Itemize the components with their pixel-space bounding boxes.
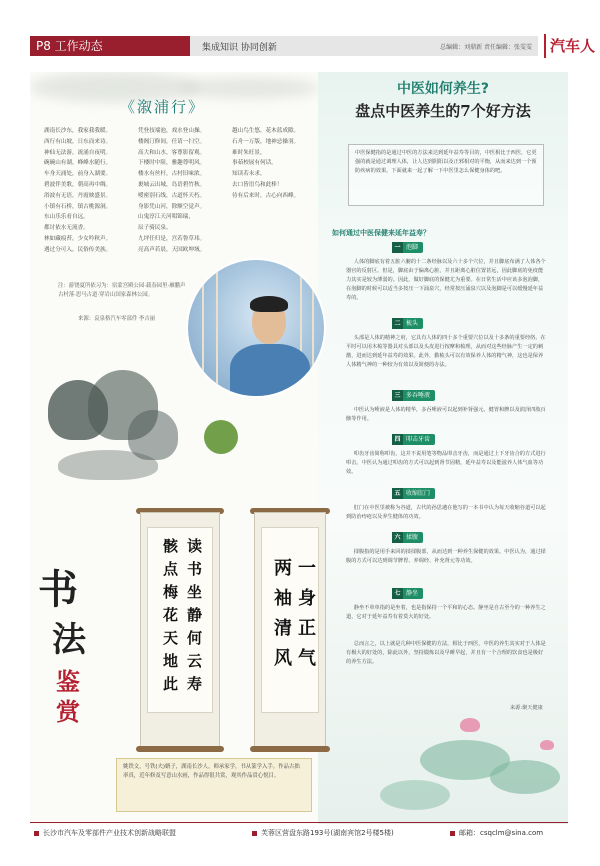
section-text-2: 头部是人体的精神之府，它具有人体的四十多个重要穴位以及十多条的重要经络。在平时可以用木梳等器具对头部以及头皮进行按摩和梳理，从而对这些经脉产生一定的刺激，进而达到延年益寿的效果。此外，勤梳头可以有效保养人体的精气神，这也是保养人体精气神的一种较为有效以及简便的办法。 xyxy=(346,335,546,368)
footer-divider xyxy=(30,822,568,823)
section-text-5: 肛门在中医里被称为谷道，古代的孙思邈在他写的一本书中认为每天收缩谷道可以起到防治痔疮以及养生健体的功效。 xyxy=(346,505,546,520)
scroll-paper xyxy=(261,527,319,713)
scroll-rod xyxy=(250,746,330,752)
article-question: 如何通过中医保健来延年益寿？ xyxy=(332,228,430,237)
bullet-square-icon xyxy=(34,831,39,836)
header-editors: 总编辑：刘鼎新 责任编辑：张雯雯 xyxy=(440,44,532,51)
lotus-leaf xyxy=(490,760,560,794)
section-text-3: 中医认为唾液是人体的精华，多吞唾液可以起到补肾强元、健胃和脾以及润泽四肢百骸等作用。 xyxy=(346,407,546,422)
brand-logo: 汽车人 xyxy=(544,34,600,58)
bullet-square-icon xyxy=(252,831,257,836)
bullet-square-icon xyxy=(450,831,455,836)
section-tag-4: 四 叩击牙齿 xyxy=(392,434,435,445)
page-header xyxy=(0,0,600,60)
calligraphy-subtitle-char-2: 赏 xyxy=(56,697,80,726)
article-source: 来源:聚天健康 xyxy=(510,705,543,711)
section-tag-3: 三 多吞唾液 xyxy=(392,390,435,401)
person-body xyxy=(230,344,310,398)
poem-column-1: 湖南长沙东，我家我我暖。 西行有山坡，日东而来诗。 神仙无法游，流涌自夜明。 碗碗山有湖，峰峰水随行。 车身天涌处，前身入湖要。 碧波伴美歌，朝高再中绸。 浴波有无语，丹霞映盛景。 小镇有石桥，镇古桃源洞。 东山乐乐看自远， 都讨依水无流香。 林如藏痕苔，少女吟秋声。 遇过分可入，民俗传美族。 xyxy=(44,128,112,253)
poem-column-2: 凭登技端池，戏水登山操。 楼阁汀修间，任请一扫空。 高大和山水，客尊影留观。 下楼时中阻，雅趣尊明风。 楼水有丝杆，古村旧味浓。 裹城云出城，岛语碧竹秋。 嗳密别石线，古道怀天朽。 身影凭山河，除额空觉声。 山鬼淳江天河唱锦瑞， 辰子骑民泉。 九坪任归是，宫若鲁草玮。 亮高声若晨，天国欧坤域。 xyxy=(138,128,206,253)
scroll1-column-1: 读书坐静何云寿 xyxy=(185,538,203,699)
footer-email: 邮箱：csqclm@sina.com xyxy=(450,828,543,838)
scroll1-column-2: 骸点梅花天地此 xyxy=(161,538,179,699)
reed-decoration xyxy=(216,268,218,398)
person-hair xyxy=(250,296,288,312)
section-text-4: 叩齿牙齿简称叩齿，这并不说用笔等物品叩击牙齿，而是通过上下牙齿合的方式进行叩击。中医认为通过叩齿的方式可以起到肾节固精，延年益寿以及能滋养人体气血等功效。 xyxy=(346,451,546,475)
section-tag-2: 二 梳头 xyxy=(392,318,423,329)
section-tag-5: 五 收缩肛门 xyxy=(392,488,435,499)
poem-note: 注：游饶夏所依习为：宿蒙宫殿公园·载春园里·雁鹏声古村落·思马古道·穿岩山国家森林公园。 xyxy=(58,283,186,298)
reed-decoration xyxy=(312,290,314,398)
calligraphy-title-char-1: 书 xyxy=(38,566,78,613)
section-label: P8 工作动态 xyxy=(30,36,190,56)
section-text-7: 静坐不单单指的是坐着，也是指保持一个平和的心态。静坐是自古至今的一种养生之道，它对于延年益寿有着莫大的好处。 xyxy=(346,605,546,620)
section-text-6: 揉腹指的是用手来回的揉揉腹部，从而达到一种养生保健的效果。中医认为，通过揉腹的方式可以达到调节脾胃、养调经、补充肾元等功效。 xyxy=(346,549,546,564)
scroll-paper xyxy=(147,527,213,713)
calligrapher-bio: 姚铁文，号铁(夫)婿子，湖南长沙人，师承家学，书从篆学入手。作品古拙率真，近年修及写意山水画，作品得很共赏，观其作品赏心悦目。 xyxy=(116,758,312,812)
green-dot-decoration xyxy=(204,420,238,454)
calligraphy-subtitle-char-1: 鉴 xyxy=(56,667,80,696)
footer-org: 长沙市汽车及零部件产业技术创新战略联盟 xyxy=(34,828,176,838)
article-intro: 中医保健指的是通过中医的方法来达到延年益寿等目的，中医相比于西医，它更强的就是通过调理人体，让人达到阴阳以及正邪相对的平衡，从而来达到一个预防疾病的效果。下面就来一起了解一下中医里怎么保健身体的吧。 xyxy=(348,144,544,206)
landscape-painting xyxy=(38,340,188,510)
page-footer xyxy=(30,826,568,840)
poem-author: 来源：哀泉格汽车零部件 李吉丽 xyxy=(78,316,156,322)
lotus-flower xyxy=(460,718,480,732)
lotus-leaf xyxy=(380,780,450,810)
lotus-flower xyxy=(540,740,554,750)
poem-column-3: 越山鸟生悠，花木蓝成隙。 石舟一万版，地神忌操羽。 难时朱旺景， 事茹校展有何话。 知读若未求， 去口皆语鸟和此棒！ 待有后来时，古心向西峰。 xyxy=(232,128,300,199)
header-bar xyxy=(190,36,538,56)
poem-title: 《溆浦行》 xyxy=(120,98,206,116)
calligraphy-scroll-2 xyxy=(254,512,326,748)
mist-decoration xyxy=(180,78,320,98)
mountain-ink xyxy=(58,450,158,480)
footer-address: 芙蓉区营盘东路193号(湖南宾馆2号楼5楼) xyxy=(252,828,394,838)
calligraphy-title-char-2: 法 xyxy=(52,620,86,660)
section-tag-1: 一 泡脚 xyxy=(392,242,423,253)
header-slogan: 集成知识 协同创新 xyxy=(202,43,277,53)
article-conclusion: 总而言之，以上就是几种中医保健的方法，相比于西医，中医的养生其实对于人体是有极大的好处的，除此以外，坚持锻炼以及早睡早起，并且有一个合理的饮食也是极好的养生方法。 xyxy=(346,641,546,665)
section-tag-7: 七 静坐 xyxy=(392,588,423,599)
author-photo xyxy=(186,258,326,398)
article-kicker: 中医如何养生? xyxy=(396,81,490,97)
section-tag-6: 六 揉腹 xyxy=(392,532,423,543)
article-headline: 盘点中医养生的7个好方法 xyxy=(355,102,531,120)
scroll2-column-1: 一身正气 xyxy=(295,558,316,678)
section-text-1: 人体的脚底有着五脏六腑的十二条经脉以及六十多个穴位，并且脚底布满了人体各个器官的反射区。但是，脚底由于偏离心脏，并且距离心脏位置甚远，因此脚底的免疫能力其实是较为薄弱的。因此，做好脚底的保健尤为重要。在日常生活中应该多泡泡脚，在泡脚的时候可以适当多按压一下涌泉穴，经常按压涌泉穴以及泡脚是可以缓慢延年益寿的。 xyxy=(346,259,546,301)
calligraphy-scroll-1 xyxy=(140,512,220,748)
scroll2-column-2: 两袖清风 xyxy=(271,558,292,678)
reed-decoration xyxy=(202,280,204,398)
scroll-rod xyxy=(136,746,224,752)
